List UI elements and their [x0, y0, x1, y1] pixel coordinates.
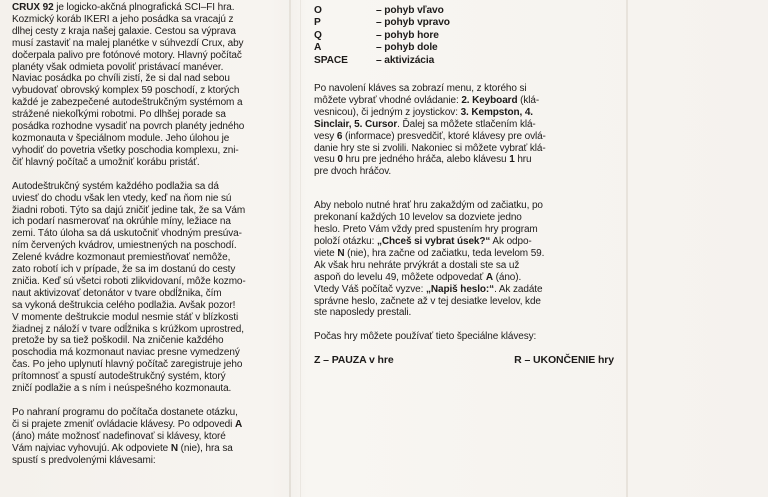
key-n: N — [170, 442, 178, 454]
text-line: spustí s predvolenými klávesami: — [12, 454, 156, 466]
text-line: vesnicou), či jedným z joystickov: 3. Kempston, 4. — [314, 106, 533, 118]
text-line: zato robotí ich v prípade, že sa im dostanú do cesty — [12, 264, 236, 276]
text-line: správne heslo, začnete až v tej desiatke levelov, kde — [314, 295, 541, 307]
fold-line — [289, 0, 291, 497]
text-line: ste naposledy prestali. — [314, 307, 412, 319]
text-line: žiadni roboti. Týto sa dajú zničiť jedine tak, že sa Vám — [12, 204, 246, 216]
key-description: – pohyb hore — [376, 29, 439, 41]
key-description: – pohyb dole — [376, 42, 438, 54]
text-line: ich podarí nasmerovať na okrúhle míny, ležiace na — [12, 216, 231, 228]
text-line: CRUX 92 je logicko-akčná plnografická SCI–FI hra. — [12, 2, 235, 13]
text-line: môžete vybrať vhodné ovládanie: 2. Keyboard (klá- — [314, 94, 540, 106]
key-label: O — [314, 5, 322, 16]
key-description: – pohyb vpravo — [376, 17, 450, 29]
key-row — [314, 42, 614, 54]
text-line: každé je zabezpečené autodeštrukčným systémom a — [12, 97, 243, 109]
text-line: heslo. Preto Vám vždy pred spustením hry program — [314, 224, 538, 236]
text-line: (áno) máte možnosť nadefinovať si klávesy, ktoré — [12, 430, 226, 442]
key-row — [314, 30, 614, 42]
special-keys-paragraph — [314, 331, 614, 343]
text-line: strážené niekoľkými robotmi. Po dlhšej porade sa — [12, 109, 226, 121]
text-line: posádka rozhodne vysadiť na povrch planéty jedného — [12, 121, 245, 133]
text-line: pretože by sa tiež poškodil. Na zničenie každého — [12, 335, 224, 347]
key-row — [314, 55, 614, 67]
text-line: či si prajete zmeniť ovládacie klávesy. Po odpovedi A — [12, 418, 243, 430]
text-line: Autodeštrukčný systém každého podlažia sa dá — [12, 180, 219, 192]
key-label: SPACE — [314, 54, 348, 66]
text-line: viete N (nie), hra začne od začiatku, teda levelom 59. — [314, 247, 545, 259]
text-line: prekonaní každých 10 levelov sa dozviete jedno — [314, 212, 522, 224]
key-row — [314, 5, 614, 17]
fold-line — [300, 0, 301, 497]
key-a: A — [234, 418, 243, 430]
text-line: vesu 0 hru pre jedného hráča, alebo klávesu 1 hru — [314, 154, 532, 166]
text-line: aspoň do levelu 49, môžete odpovedať A (áno). — [314, 271, 522, 283]
text-line: kozmonauta v špeciálnom module. Jeho úlohou je — [12, 132, 230, 144]
text-line: zničí podlažie a s ním i neúspešného kozmonauta. — [12, 383, 232, 395]
text-line: Zelené kvádre kozmonaut premiestňovať nemôže, — [12, 252, 231, 264]
text-line: danie hry ste si zvolili. Nakoniec si môžete vybrať klá- — [314, 142, 546, 154]
text-line: uviesť do chodu však len vtedy, keď na ňom nie sú — [12, 192, 232, 204]
text-line: vesy 6 (informace) presvedčiť, ktoré klávesy pre ovlá- — [314, 130, 546, 142]
text-line: Počas hry môžete používať tieto špeciálne klávesy: — [314, 331, 537, 343]
text-line: Aby nebolo nutné hrať hru zakaždým od začiatku, po — [314, 200, 543, 212]
text-line: naut aktivizovať detonátor v tvare obdĺžnika, čím — [12, 287, 222, 299]
left-column — [12, 2, 288, 467]
end-key: R – UKONČENIE hry — [514, 354, 614, 367]
text-line: čiť hlavný počítač a umožniť korábu pristáť. — [12, 156, 200, 168]
default-keys-list — [314, 5, 614, 67]
intro-paragraph — [12, 2, 288, 169]
key-label: Q — [314, 29, 322, 41]
text-line: Naviac posádka po chvíli zistí, že si dal nad sebou — [12, 73, 230, 85]
text-line: zničia. Keď sú všetci roboti zlikvidovaní, môže kozmo- — [12, 275, 246, 287]
text-line: Ak však hru nehráte prvýkrát a dostali ste sa už — [314, 259, 520, 271]
text-line: dlhej cesty z kraja našej galaxie. Cestou sa výprava — [12, 25, 236, 37]
game-title: CRUX 92 — [12, 2, 54, 13]
text-line: sa vykoná deštrukcia celého podlažia. Avšak pozor! — [12, 299, 236, 311]
password-paragraph — [314, 200, 614, 319]
loading-paragraph — [12, 407, 288, 467]
text-line: Vám najviac vyhovujú. Ak odpoviete N (nie), hra sa — [12, 442, 233, 454]
text-line: vybudovať obrovský komplex 59 poschodí, z ktorých — [12, 85, 240, 97]
fold-line — [626, 0, 628, 497]
key-label: P — [314, 17, 321, 29]
key-description: – aktivizácia — [376, 54, 435, 66]
text-line: prítomnosť a spustí autodeštrukčný systém, ktorý — [12, 371, 226, 383]
destruction-paragraph — [12, 181, 288, 395]
text-line: musí zastaviť na malej planétke v súhvezdí Crux, aby — [12, 37, 244, 49]
text-line: ním červených kvádrov, umiestnených na poschodí. — [12, 240, 237, 252]
text-line: čas. Po jeho uplynutí hlavný počítač zaregistruje jeho — [12, 359, 243, 371]
text-line: dočerpala palivo pre fotónové motory. Hlavný počítač — [12, 49, 242, 61]
text-line: Po nahraní programu do počítača dostanete otázku, — [12, 407, 238, 418]
text-line: vyhodiť do povetria všetky poschodia komplexu, zni- — [12, 144, 239, 156]
text-line: Kozmický koráb IKERI a jeho posádka sa vracajú z — [12, 13, 234, 25]
text-line: V momente deštrukcie modul nesmie stáť v blízkosti — [12, 311, 239, 323]
menu-paragraph — [314, 83, 614, 178]
right-column — [314, 3, 614, 367]
special-keys-row — [314, 355, 614, 367]
text-line: zemi. Táto úloha sa dá uskutočniť vhodným presúva- — [12, 228, 242, 240]
text-line: planéty však odmieta povoliť pristávací manéver. — [12, 61, 224, 73]
text-line: Vtedy Váš počítač vyzve: „Napiš heslo:“. Ak zadáte — [314, 283, 543, 295]
key-label: A — [314, 42, 322, 54]
text-line: poschodia má kozmonaut naviac presne vymedzený — [12, 347, 240, 359]
text-line: Po navolení kláves sa zobrazí menu, z ktorého si — [314, 83, 527, 95]
text-line: žiadnej z náloží v tvare odĺžnika s krúžkom uprostred, — [12, 323, 244, 335]
key-row — [314, 17, 614, 29]
text-line: Sinclair, 5. Cursor. Ďalej sa môžete stlačením klá- — [314, 118, 536, 130]
pause-key: Z – PAUZA v hre — [314, 354, 394, 367]
text-line: položí otázku: „Chceš si vybrat úsek?“ Ak odpo- — [314, 236, 532, 247]
key-description: – pohyb vľavo — [376, 5, 444, 16]
text-line: pre dvoch hráčov. — [314, 166, 392, 178]
